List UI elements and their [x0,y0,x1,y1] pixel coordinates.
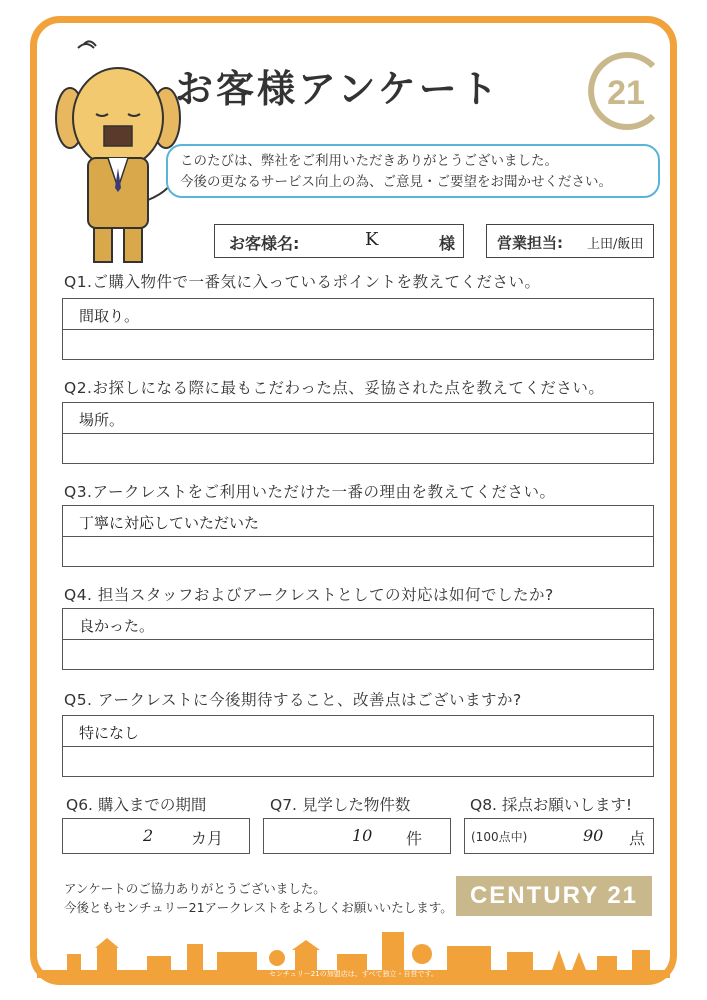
question-8-label: Q8. 採点お願いします! [470,796,633,814]
question-7-value: 10 [352,826,373,845]
question-5-answer: 特になし [79,724,140,742]
footer-note: センチュリー21の加盟店は、すべて独立・自営です。 [269,970,438,978]
sales-rep-field[interactable] [486,224,654,258]
question-3-answer-box[interactable] [62,505,654,567]
question-5-answer-box[interactable] [62,715,654,777]
question-2-answer: 場所。 [79,411,125,429]
question-3-label: Q3.アークレストをご利用いただけた一番の理由を教えてください。 [64,483,556,501]
century21-brand-logo: CENTURY 21 [456,876,652,916]
question-7-answer-box[interactable] [263,818,451,854]
sales-rep-handwritten: 上田/飯田 [587,237,644,252]
closing-line-1: アンケートのご協力ありがとうございました。 [64,881,326,896]
century21-seal-logo [583,48,669,134]
customer-name-label: お客様名: [229,234,300,253]
question-1-answer-box[interactable] [62,298,654,360]
question-8-value: 90 [583,826,604,845]
svg-text:21: 21 [607,74,645,112]
question-6-unit: カ月 [191,829,224,848]
intro-line-1: このたびは、弊社をご利用いただきありがとうございました。 [180,153,558,169]
customer-name-handwritten: K [365,229,379,250]
question-2-answer-box[interactable] [62,402,654,464]
customer-suffix: 様 [438,234,455,253]
question-8-answer-box[interactable] [464,818,654,854]
question-4-label: Q4. 担当スタッフおよびアークレストとしての対応は如何でしたか? [64,586,554,604]
intro-speech-bubble [166,144,660,198]
question-5-label: Q5. アークレストに今後期待すること、改善点はございますか? [64,691,522,709]
closing-line-2: 今後ともセンチュリー21アークレストをよろしくお願いいたします。 [64,900,453,915]
sales-rep-label: 営業担当: [497,234,563,252]
question-4-answer-box[interactable] [62,608,654,670]
question-1-label: Q1.ご購入物件で一番気に入っているポイントを教えてください。 [64,273,541,291]
question-2-label: Q2.お探しになる際に最もこだわった点、妥協された点を教えてください。 [64,379,605,397]
question-1-answer: 間取り。 [79,307,140,325]
question-3-answer: 丁寧に対応していただいた [79,514,260,532]
question-4-answer: 良かった。 [79,617,155,635]
question-8-prefix: (100点中) [471,830,528,844]
question-6-answer-box[interactable] [62,818,250,854]
page-title: お客様アンケート [175,67,501,111]
closing-message [64,879,453,917]
intro-line-2: 今後の更なるサービス向上の為、ご意見・ご要望をお聞かせください。 [180,174,612,190]
question-6-value: 2 [143,826,154,845]
question-6-label: Q6. 購入までの期間 [66,796,207,814]
customer-name-field[interactable] [214,224,464,258]
question-8-unit: 点 [629,829,646,848]
question-7-label: Q7. 見学した物件数 [270,796,411,814]
question-7-unit: 件 [406,829,423,848]
